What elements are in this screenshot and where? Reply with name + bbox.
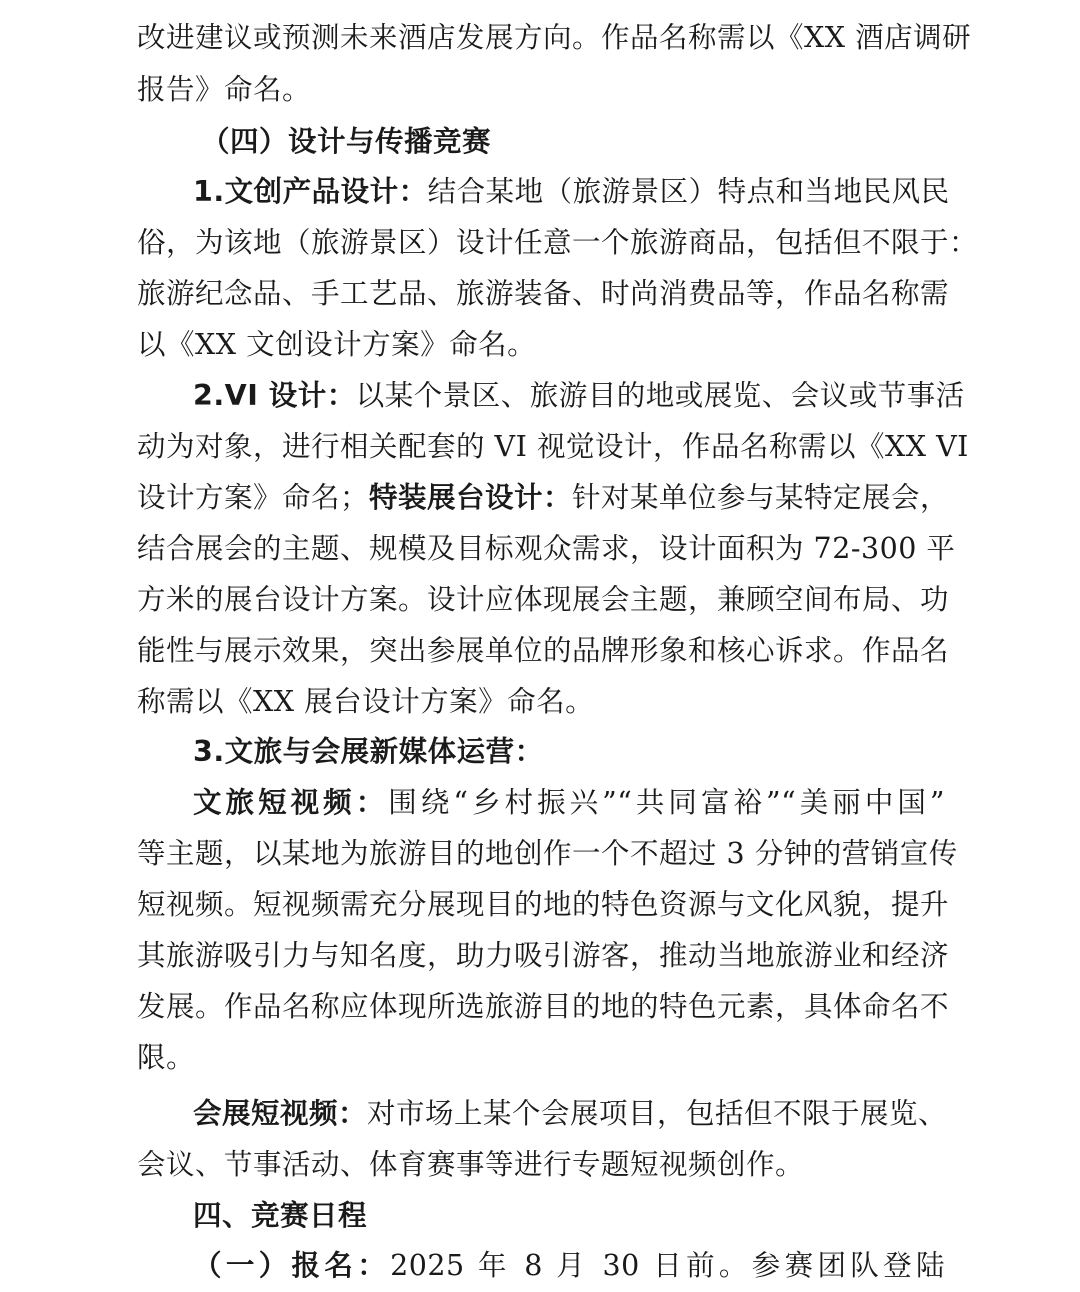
schedule-item-line (193, 1240, 945, 1292)
item2-line: 结合展会的主题、规模及目标观众需求，设计面积为 72-300 平 (137, 532, 956, 565)
section-heading: （四）设计与传播竞赛 (201, 125, 492, 158)
item3-sub1-label: 文旅短视频： (193, 786, 389, 819)
item3-sub1-line: 发展。作品名称应体现所选旅游目的地的特色元素，具体命名不 (137, 990, 950, 1023)
schedule-heading: 四、竞赛日程 (193, 1199, 368, 1232)
item2-line (193, 370, 965, 422)
item1-label: 1.文创产品设计： (193, 175, 428, 208)
item3-sub1-line (193, 777, 945, 829)
item2-line: 能性与展示效果，突出参展单位的品牌形象和核心诉求。作品名 (137, 634, 950, 667)
paragraph-line: 改进建议或预测未来酒店发展方向。作品名称需以《XX 酒店调研 (137, 21, 972, 54)
item1-line: 以《XX 文创设计方案》命名。 (137, 328, 537, 361)
item1-line (193, 166, 950, 218)
item1-line: 俗，为该地（旅游景区）设计任意一个旅游商品，包括但不限于： (137, 226, 979, 259)
item3-sub1-line: 短视频。短视频需充分展现目的地的特色资源与文化风貌，提升 (137, 888, 950, 921)
item1-line: 旅游纪念品、手工艺品、旅游装备、时尚消费品等，作品名称需 (137, 277, 950, 310)
item3-sub2-line (193, 1088, 948, 1140)
item2-label: 2.VI 设计： (193, 379, 356, 412)
item2-text: 设计方案》命名； (137, 481, 370, 514)
schedule-item-text: 2025 年 8 月 30 日前。参赛团队登陆 (390, 1249, 945, 1282)
item2-line: 称需以《XX 展台设计方案》命名。 (137, 685, 595, 718)
item3-heading: 3.文旅与会展新媒体运营： (193, 735, 544, 768)
item2-line: 方米的展台设计方案。设计应体现展会主题，兼顾空间布局、功 (137, 583, 950, 616)
item3-sub1-line: 限。 (137, 1041, 196, 1074)
schedule-item-label: （一）报名： (193, 1249, 391, 1282)
paragraph-line: 报告》命名。 (137, 73, 312, 106)
item3-sub1-line: 等主题，以某地为旅游目的地创作一个不超过 3 分钟的营销宣传 (137, 837, 958, 870)
item3-sub2-text: 对市场上某个会展项目，包括但不限于展览、 (367, 1097, 948, 1130)
item3-sub2-label: 会展短视频： (193, 1097, 368, 1130)
item3-sub1-line: 其旅游吸引力与知名度，助力吸引游客，推动当地旅游业和经济 (137, 939, 950, 972)
item1-text: 结合某地（旅游景区）特点和当地民风民 (427, 175, 950, 208)
item2-line (137, 472, 950, 524)
item3-sub1-text: 围绕“乡村振兴”“共同富裕”“美丽中国” (388, 786, 945, 819)
item2-text: 针对某单位参与某特定展会， (572, 481, 950, 514)
item2-text: 以某个景区、旅游目的地或展览、会议或节事活 (355, 379, 965, 412)
item3-sub2-line: 会议、节事活动、体育赛事等进行专题短视频创作。 (137, 1148, 805, 1181)
item2-line: 动为对象，进行相关配套的 VI 视觉设计，作品名称需以《XX VI (137, 430, 969, 463)
item2-label-booth: 特装展台设计： (369, 481, 573, 514)
